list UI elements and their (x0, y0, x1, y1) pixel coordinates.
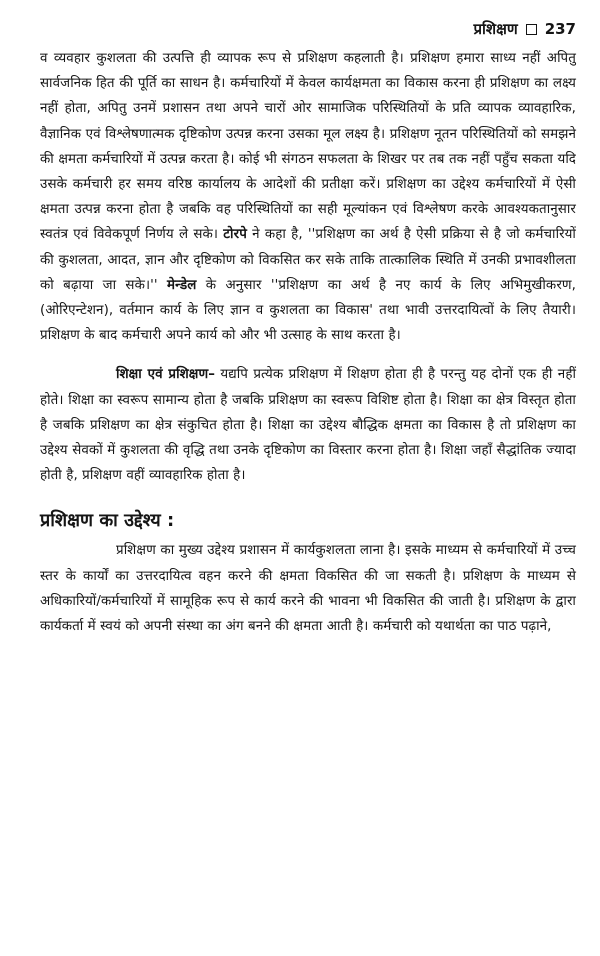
author-name-mendel: मेन्डेल (167, 277, 197, 293)
author-name-torpe: टोरपे (223, 227, 247, 243)
paragraph-2-text: यद्यपि प्रत्येक प्रशिक्षण में शिक्षण होता ही है परन्तु यह दोनों एक ही नहीं होते। शिक्षा का स्वरूप सामान्य होता है जबकि प्रशिक्षण का स्वरूप विशिष्ट होता है। शिक्षा का क्षेत्र विस्तृत होता है जबकि प्रशिक्षण का क्षेत्र संकुचित होता है। शिक्षा का उद्देश्य बौद्धिक क्षमता का विकास है तो प्रशिक्षण का उद्देश्य सेवकों में कुशलता की वृद्धि तथा उनके दृष्टिकोण का विस्तार करना होता है। शिक्षा जहाँ सैद्धांतिक ज्यादा होती है, प्रशिक्षण वहीं व्यावहारिक होता है। (40, 367, 577, 484)
running-header-title: प्रशिक्षण (473, 20, 518, 38)
paragraph-objectives (40, 538, 576, 639)
paragraph-3-text: प्रशिक्षण का मुख्य उद्देश्य प्रशासन में कार्यकुशलता लाना है। इसके माध्यम से कर्मचारियों में उच्च स्तर के कार्यों का उत्तरदायित्व वहन करने की क्षमता विकसित की जा सकती है। प्रशिक्षण के माध्यम से अधिकारियों/कर्मचारियों में सामूहिक रूप से कार्य करने की भावना भी विकसित की जाती है। प्रशिक्षण के द्वारा कार्यकर्ता में स्वयं को अपनी संस्था का अंग बनने की क्षमता आती है। कर्मचारी को यथार्थता का पाठ पढ़ाने, (40, 543, 576, 635)
page-number: 237 (544, 20, 576, 38)
paragraph-1-text-b: ने कहा है, ''प्रशिक्षण का अर्थ है ऐसी प्रक्रिया से है जो कर्मचारियों की कुशलता, आदत, ज्ञान और दृष्टिकोण को विकसित कर सके ताकि तात्कालिक स्थिति में उनकी प्रभावशीलता को बढ़ाया जा सके।'' (40, 227, 576, 293)
paragraph-2-lead: शिक्षा एवं प्रशिक्षण– (116, 367, 216, 383)
running-header (40, 14, 576, 44)
paragraph-1-text-c: के अनुसार ''प्रशिक्षण का अर्थ है नए कार्य के लिए अभिमुखीकरण, (ओरिएन्टेशन), वर्तमान कार्य के लिए ज्ञान व कुशलता का विकास' तथा भावी उत्तरदायित्वों के लिए तैयारी। प्रशिक्षण के बाद कर्मचारी अपने कार्य को और भी उत्साह के साथ करता है। (40, 277, 577, 344)
square-box-icon (526, 24, 537, 35)
paragraph-1-text-a: व व्यवहार कुशलता की उत्पत्ति ही व्यापक रूप से प्रशिक्षण कहलाती है। प्रशिक्षण हमारा साध्य नहीं अपितु सार्वजनिक हित की पूर्ति का साधन है। कर्मचारियों में केवल कार्यक्षमता का विकास करना ही प्रशिक्षण का लक्ष्य नहीं होता, अपितु उनमें प्रशासन तथा अपने चारों ओर सामाजिक परिस्थितियों के प्रति व्यापक व्यावहारिक, वैज्ञानिक एवं विश्लेषणात्मक दृष्टिकोण उत्पन्न करना उसका मूल लक्ष्य है। प्रशिक्षण नूतन परिस्थितियों को समझने की क्षमता कर्मचारियों में उत्पन्न करता है। कोई भी संगठन सफलता के शिखर पर तब तक नहीं पहुँच सकता यदि उसके कर्मचारी हर समय वरिष्ठ कार्यालय के आदेशों की प्रतीक्षा करें। प्रशिक्षण का उद्देश्य कर्मचारियों में ऐसी क्षमता उत्पन्न करना होता है जबकि वह परिस्थितियों का सही मूल्यांकन एवं विश्लेषण करके आवश्यकतानुसार स्वतंत्र एवं विवेकपूर्ण निर्णय ले सके। (40, 51, 576, 243)
paragraph-training-definition (40, 46, 576, 348)
section-heading-objectives: प्रशिक्षण का उद्देश्य : (40, 510, 175, 532)
paragraph-education-vs-training (40, 362, 576, 488)
